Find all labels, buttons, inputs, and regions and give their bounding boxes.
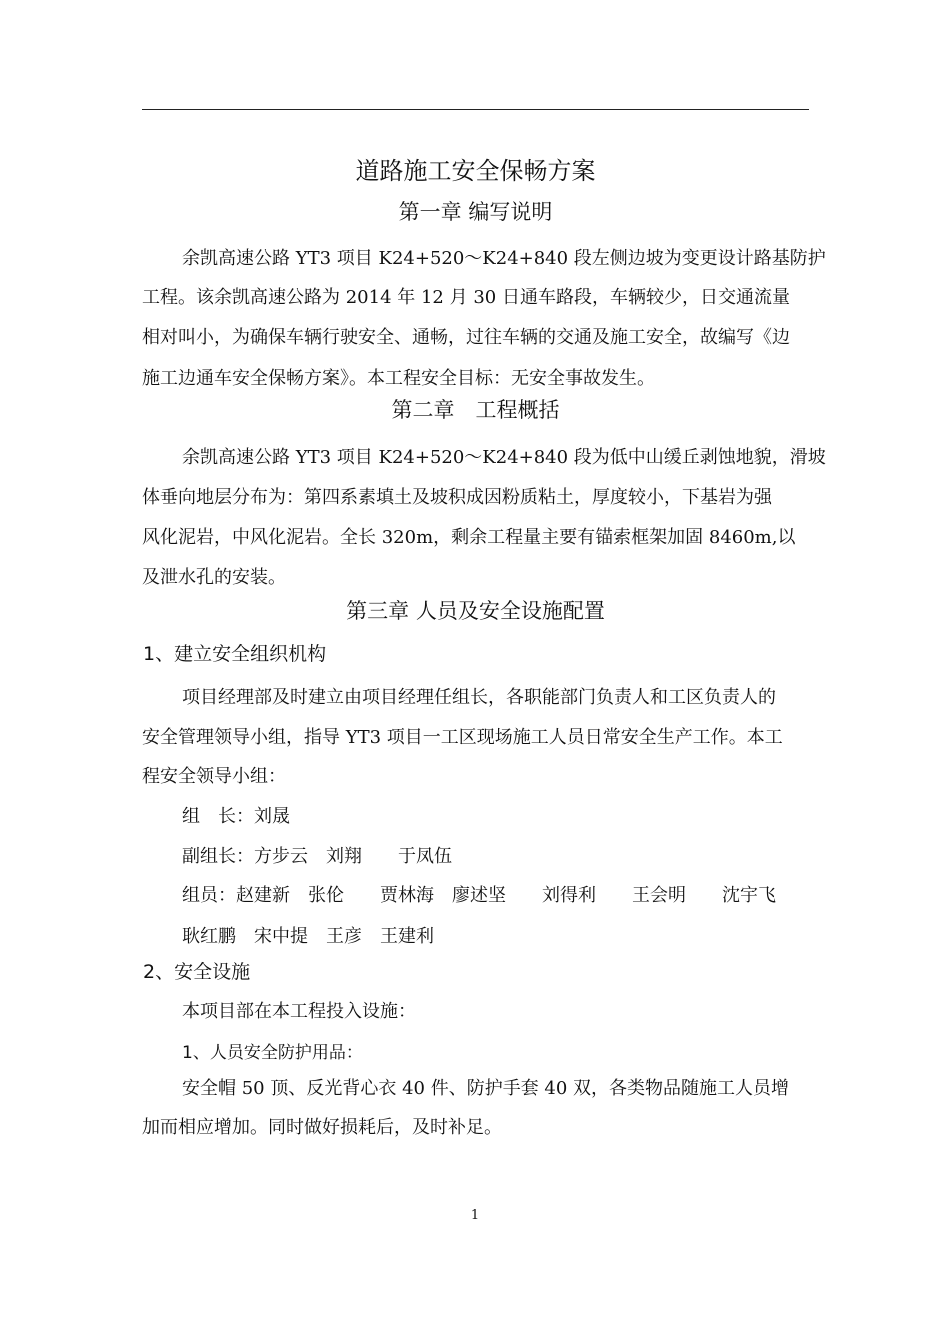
chapter-2-heading: 第二章 工程概括 (391, 398, 560, 422)
header-rule (142, 109, 809, 110)
chapter-2-line-2: 体垂向地层分布为：第四系素填土及坡积成因粉质粘土，厚度较小，下基岩为强 (142, 487, 772, 508)
section-1-heading: 1、建立安全组织机构 (143, 643, 327, 665)
section-1-line-2: 安全管理领导小组，指导 YT3 项目一工区现场施工人员日常安全生产工作。本工 (142, 727, 783, 748)
chapter-1-line-3: 相对叫小，为确保车辆行驶安全、通畅，过往车辆的交通及施工安全，故编写《边 (142, 327, 790, 348)
section-1-line-1: 项目经理部及时建立由项目经理任组长，各职能部门负责人和工区负责人的 (182, 687, 776, 708)
chapter-2-line-1: 余凯高速公路 YT3 项目 K24+520～K24+840 段为低中山缓丘剥蚀地貌，滑坡 (182, 447, 826, 468)
section-2-intro: 本项目部在本工程投入设施： (182, 1001, 416, 1022)
team-members-line-2: 耿红鹏 宋中提 王彦 王建利 (182, 926, 434, 947)
team-members-line-1: 组员：赵建新 张伦 贾林海 廖述坚 刘得利 王会明 沈宇飞 (182, 885, 776, 906)
chapter-2-line-3: 风化泥岩，中风化泥岩。全长 320m，剩余工程量主要有锚索框架加固 8460m,以 (142, 527, 796, 548)
team-leader: 组 长：刘晟 (182, 806, 290, 827)
team-deputy: 副组长：方步云 刘翔 于凤伍 (182, 846, 452, 867)
chapter-2-line-4: 及泄水孔的安装。 (142, 567, 286, 588)
page-number: 1 (470, 1208, 480, 1223)
chapter-1-heading: 第一章 编写说明 (398, 200, 553, 224)
chapter-1-line-1: 余凯高速公路 YT3 项目 K24+520～K24+840 段左侧边坡为变更设计路基防护 (182, 248, 826, 269)
document-title: 道路施工安全保畅方案 (355, 157, 596, 185)
section-1-line-3: 程安全领导小组： (142, 766, 286, 787)
section-2-line-1: 安全帽 50 顶、反光背心衣 40 件、防护手套 40 双，各类物品随施工人员增 (182, 1078, 790, 1099)
chapter-3-heading: 第三章 人员及安全设施配置 (346, 599, 605, 623)
section-2-line-2: 加而相应增加。同时做好损耗后，及时补足。 (142, 1117, 502, 1138)
chapter-1-line-4: 施工边通车安全保畅方案》。本工程安全目标：无安全事故发生。 (142, 368, 655, 389)
section-2-heading: 2、安全设施 (143, 961, 251, 983)
section-2-item-1-heading: 1、人员安全防护用品： (182, 1043, 363, 1063)
chapter-1-line-2: 工程。该余凯高速公路为 2014 年 12 月 30 日通车路段，车辆较少，日交通流量 (142, 287, 790, 308)
